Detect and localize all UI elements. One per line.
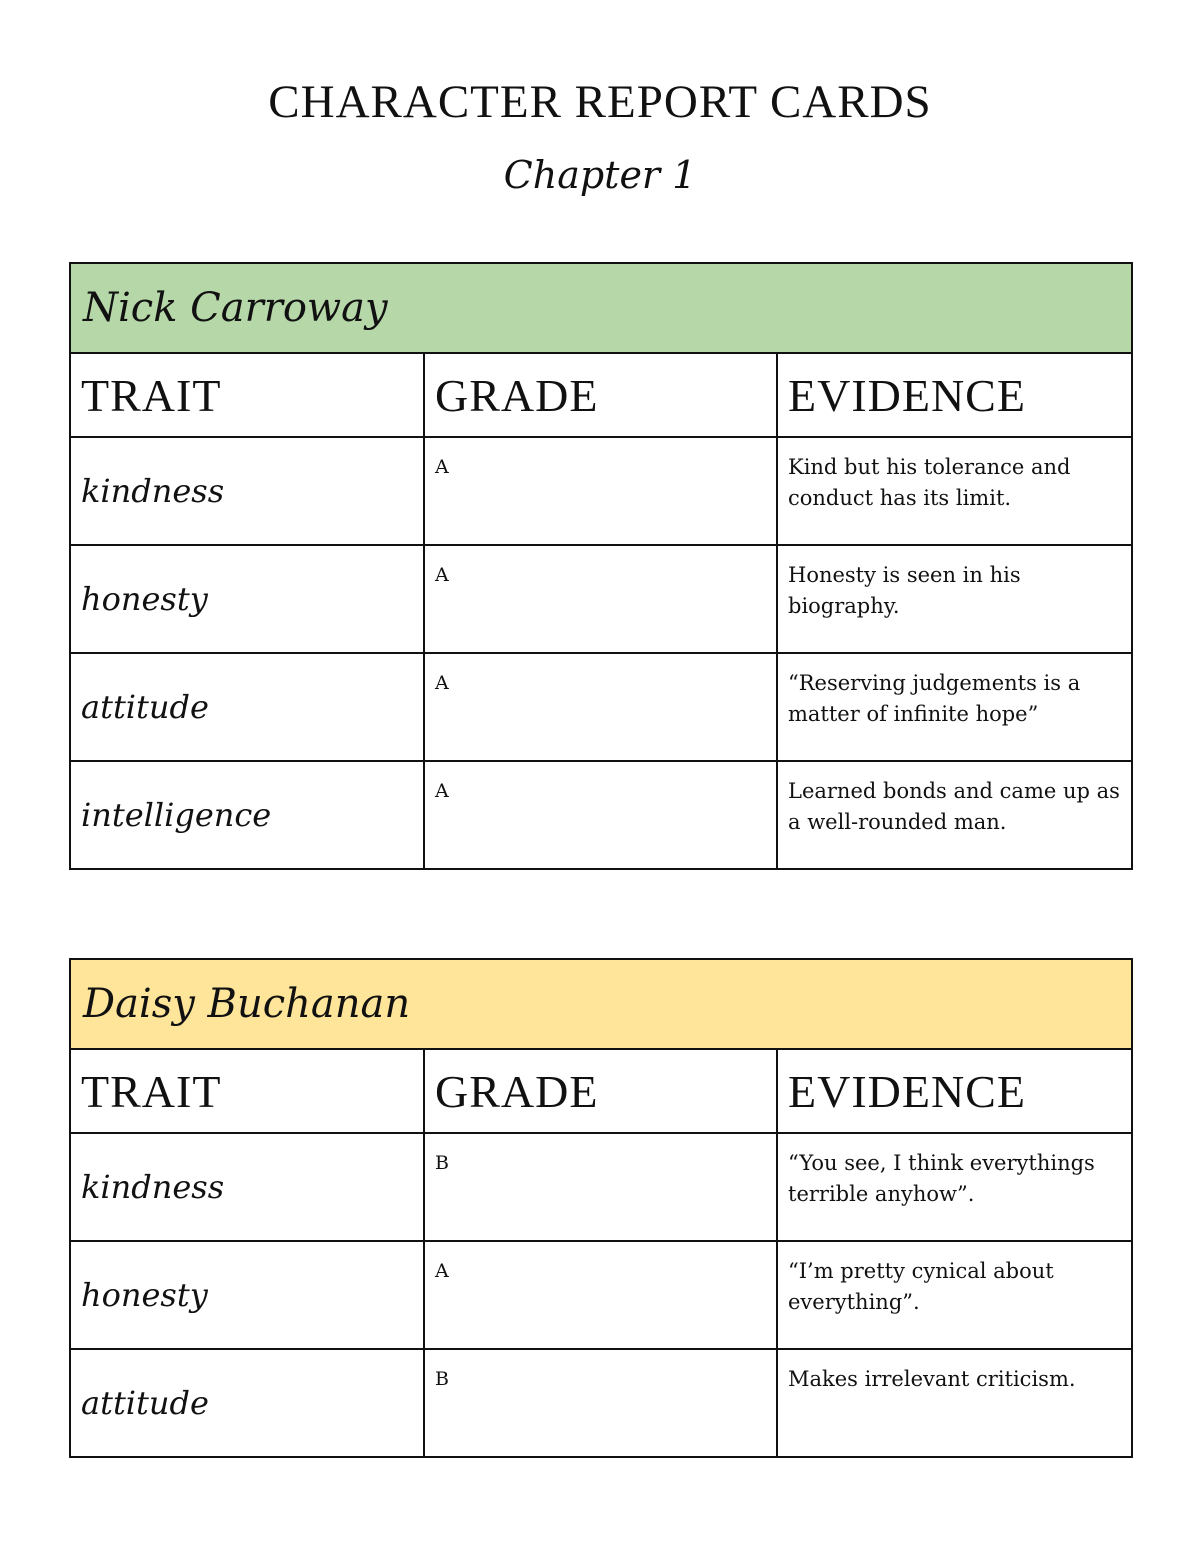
report-card-nick [69,262,1133,870]
evidence-cell: Makes irrelevant criticism. [777,1349,1132,1457]
character-name: Nick Carroway [70,263,1132,353]
trait-cell: honesty [70,1241,424,1349]
grade-cell: A [424,653,777,761]
page-subtitle: Chapter 1 [503,153,697,197]
trait-cell: kindness [70,1133,424,1241]
grade-cell: A [424,545,777,653]
evidence-cell: “Reserving judgements is a matter of infinite hope” [777,653,1132,761]
column-header-evidence: EVIDENCE [777,353,1132,437]
character-name: Daisy Buchanan [70,959,1132,1049]
column-header-grade: GRADE [424,1049,777,1133]
table-row [70,437,1132,545]
evidence-cell: Learned bonds and came up as a well-rounded man. [777,761,1132,869]
column-header-row [70,353,1132,437]
grade-cell: A [424,761,777,869]
evidence-cell: “You see, I think everythings terrible anyhow”. [777,1133,1132,1241]
table-row [70,545,1132,653]
grade-cell: B [424,1133,777,1241]
column-header-trait: TRAIT [70,1049,424,1133]
table-row [70,1349,1132,1457]
grade-cell: A [424,1241,777,1349]
card-name-row [70,959,1132,1049]
table-row [70,653,1132,761]
card-name-row [70,263,1132,353]
grade-cell: A [424,437,777,545]
column-header-row [70,1049,1132,1133]
trait-cell: kindness [70,437,424,545]
table-row [70,761,1132,869]
column-header-evidence: EVIDENCE [777,1049,1132,1133]
table-row [70,1133,1132,1241]
report-card-daisy [69,958,1133,1458]
page-title: CHARACTER REPORT CARDS [268,76,932,128]
column-header-grade: GRADE [424,353,777,437]
trait-cell: attitude [70,1349,424,1457]
trait-cell: honesty [70,545,424,653]
grade-cell: B [424,1349,777,1457]
evidence-cell: “I’m pretty cynical about everything”. [777,1241,1132,1349]
evidence-cell: Honesty is seen in his biography. [777,545,1132,653]
column-header-trait: TRAIT [70,353,424,437]
table-row [70,1241,1132,1349]
trait-cell: intelligence [70,761,424,869]
trait-cell: attitude [70,653,424,761]
evidence-cell: Kind but his tolerance and conduct has its limit. [777,437,1132,545]
